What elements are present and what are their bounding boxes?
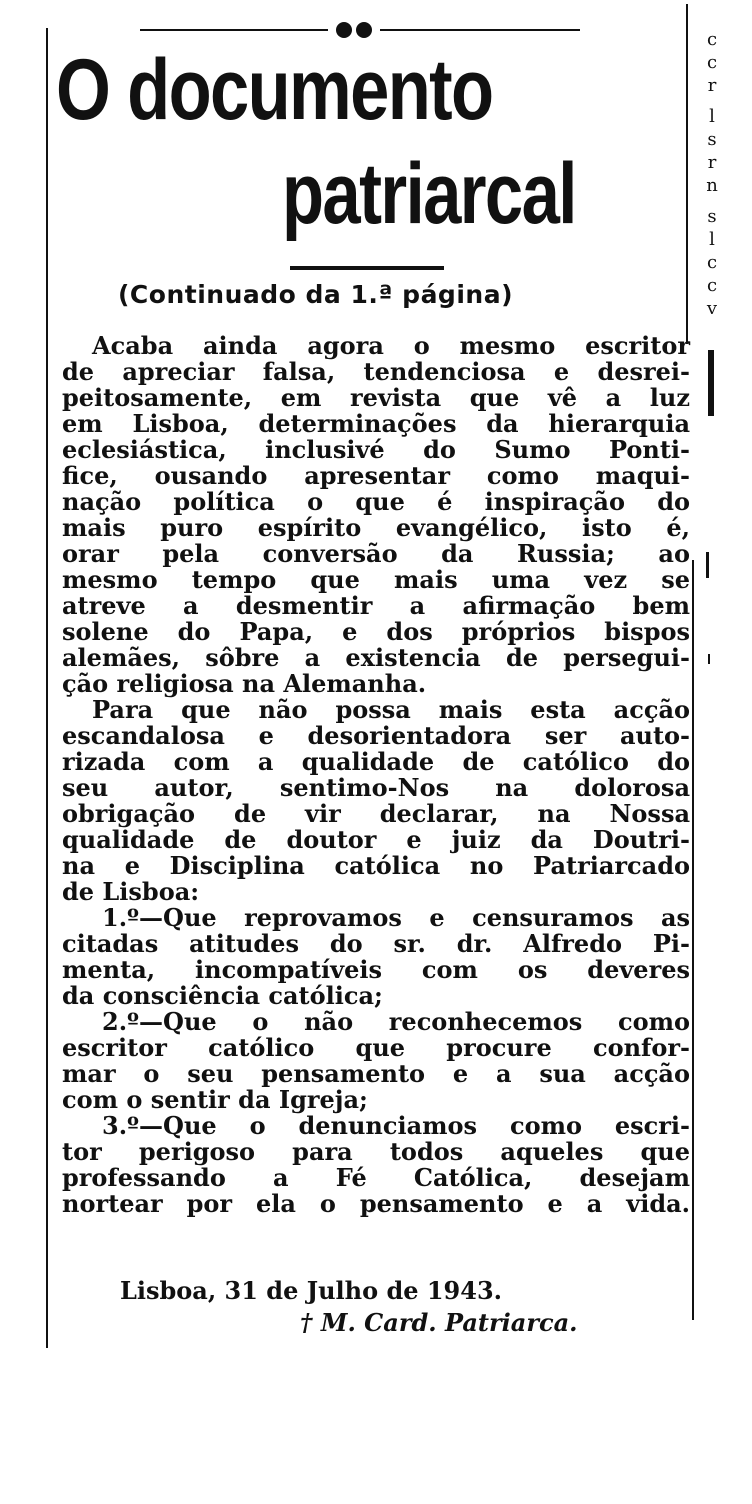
text-line: 3.º—Que o denunciamos como escri-: [102, 1111, 690, 1140]
headline-ornament: [140, 22, 580, 38]
text-line: orar pela conversão da Russia; ao: [62, 539, 690, 568]
text-line: menta, incompatíveis com os deveres: [62, 955, 690, 984]
text-line: escritor católico que procure confor-: [62, 1033, 690, 1062]
adjacent-column-fragment: [704, 0, 720, 320]
text-line: nação política o que é inspiração do: [62, 487, 690, 516]
text-line: seu autor, sentimo-Nos na dolorosa: [62, 773, 690, 802]
margin-letter: v: [706, 298, 718, 319]
text-line: qualidade de doutor e juiz da Doutri-: [62, 825, 690, 854]
margin-letter: l: [709, 106, 715, 127]
headline-line-1: O documento: [56, 42, 493, 138]
margin-letter: n: [706, 175, 718, 196]
text-line: da consciência católica;: [62, 981, 383, 1010]
text-line: mar o seu pensamento e a sua acção: [62, 1059, 690, 1088]
margin-letter: c: [706, 52, 718, 73]
text-line: atreve a desmentir a afirmação bem: [62, 591, 690, 620]
text-line: rizada com a qualidade de católico do: [62, 747, 690, 776]
margin-letter: l: [709, 229, 715, 250]
margin-letter: s: [707, 206, 717, 227]
margin-letter: c: [706, 29, 718, 50]
continuation-note: (Continuado da 1.ª página): [118, 280, 513, 309]
text-line: com o sentir da Igreja;: [62, 1085, 368, 1114]
ornament-dot: [336, 22, 352, 38]
text-line: mais puro espírito evangélico, isto é,: [62, 513, 690, 542]
margin-bar: [708, 350, 714, 416]
text-line: solene do Papa, e dos próprios bispos: [62, 617, 690, 646]
text-line: Acaba ainda agora o mesmo escritor: [92, 331, 690, 360]
text-line: Para que não possa mais esta acção: [92, 695, 690, 724]
margin-letter: r: [707, 75, 717, 96]
text-line: ção religiosa na Alemanha.: [62, 669, 427, 698]
signature: † M. Card. Patriarca.: [300, 1308, 578, 1337]
text-line: professando a Fé Católica, desejam: [62, 1163, 690, 1192]
text-line: eclesiástica, inclusivé do Sumo Ponti-: [62, 435, 690, 464]
ornament-dot: [356, 22, 372, 38]
left-column-rule: [46, 28, 48, 1348]
margin-letter: r: [707, 152, 717, 173]
text-line: nortear por ela o pensamento e a vida.: [62, 1189, 690, 1218]
text-line: tor perigoso para todos aqueles que: [62, 1137, 690, 1166]
margin-tick: [708, 654, 710, 664]
margin-letter: c: [706, 252, 718, 273]
text-line: peitosamente, em revista que vê a luz: [62, 383, 690, 412]
text-line: escandalosa e desorientadora ser auto-: [62, 721, 690, 750]
right-column-rule-lower: [692, 560, 694, 1320]
text-line: fice, ousando apresentar como maqui-: [62, 461, 690, 490]
right-column-rule: [686, 4, 688, 344]
text-line: alemães, sôbre a existencia de persegui-: [62, 643, 690, 672]
text-line: de Lisboa:: [62, 877, 200, 906]
text-line: na e Disciplina católica no Patriarcado: [62, 851, 690, 880]
text-line: 2.º—Que o não reconhecemos como: [102, 1007, 690, 1036]
text-line: citadas atitudes do sr. dr. Alfredo Pi-: [62, 929, 690, 958]
ornament-rule-left: [140, 29, 328, 31]
text-line: mesmo tempo que mais uma vez se: [62, 565, 690, 594]
margin-letter: s: [707, 129, 717, 150]
margin-tick: [706, 552, 709, 578]
headline-line-2: patriarcal: [282, 146, 576, 242]
ornament-rule-right: [380, 29, 580, 31]
text-line: 1.º—Que reprovamos e censuramos as: [102, 903, 690, 932]
title-divider: [290, 266, 444, 270]
text-line: de apreciar falsa, tendenciosa e desrei-: [62, 357, 690, 386]
margin-letter: c: [706, 275, 718, 296]
article-body: [62, 333, 690, 1217]
text-line: em Lisboa, determinações da hierarquia: [62, 409, 690, 438]
text-line: obrigação de vir declarar, na Nossa: [62, 799, 690, 828]
place-and-date: Lisboa, 31 de Julho de 1943.: [120, 1276, 503, 1305]
